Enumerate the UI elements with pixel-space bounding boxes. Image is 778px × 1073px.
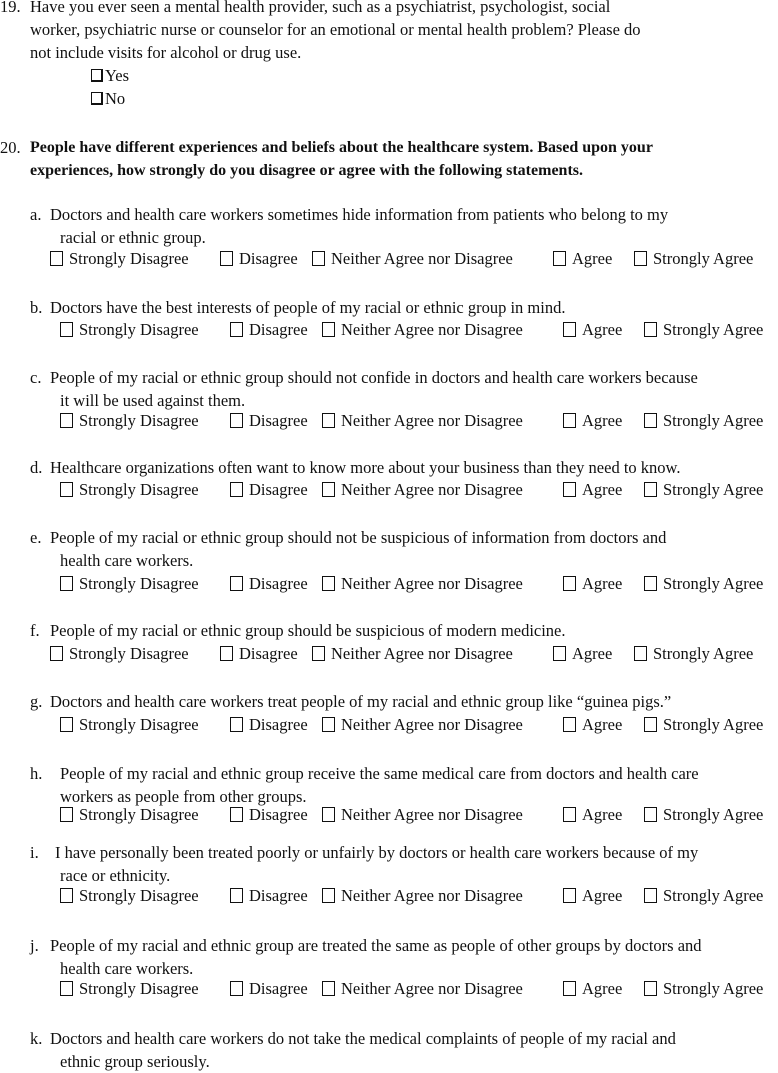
item-c-text-line-1: People of my racial or ethnic group should not confide in doctors and health care workers because [50,368,698,387]
checkbox-agree[interactable] [563,413,576,428]
item-e-option-agree[interactable] [563,573,622,595]
checkbox-neither[interactable] [322,717,335,732]
checkbox-strongly-disagree[interactable] [60,981,73,996]
checkbox-yes[interactable] [91,69,103,82]
option-label-strongly-disagree: Strongly Disagree [79,805,199,824]
checkbox-neither[interactable] [322,981,335,996]
checkbox-neither[interactable] [322,888,335,903]
checkbox-agree[interactable] [563,322,576,337]
checkbox-no[interactable] [91,92,103,105]
option-label-neither: Neither Agree nor Disagree [341,886,523,905]
option-label-strongly-agree: Strongly Agree [663,805,764,824]
item-k-text-line-1: Doctors and health care workers do not take the medical complaints of people of my racial and [50,1029,676,1048]
item-d-text-line-1: Healthcare organizations often want to know more about your business than they need to know. [50,458,681,477]
option-label-neither: Neither Agree nor Disagree [341,715,523,734]
q19-text-line-3: not include visits for alcohol or drug use. [30,43,302,62]
option-label-disagree: Disagree [249,574,308,593]
option-label-neither: Neither Agree nor Disagree [331,644,513,663]
checkbox-strongly-agree[interactable] [634,251,647,266]
item-g-text-line-1: Doctors and health care workers treat people of my racial and ethnic group like “guinea pigs.” [50,692,672,711]
item-e-option-disagree[interactable] [230,573,308,595]
checkbox-strongly-agree[interactable] [644,576,657,591]
option-label-neither: Neither Agree nor Disagree [341,574,523,593]
checkbox-strongly-agree[interactable] [644,807,657,822]
option-label-neither: Neither Agree nor Disagree [341,320,523,339]
item-f-option-strongly-disagree[interactable] [50,643,189,665]
option-label-agree: Agree [582,805,623,824]
item-h-option-agree[interactable] [563,804,622,826]
item-d-option-disagree[interactable] [230,479,308,501]
checkbox-agree[interactable] [553,646,566,661]
checkbox-neither[interactable] [312,646,325,661]
checkbox-strongly-agree[interactable] [644,482,657,497]
option-label-strongly-disagree: Strongly Disagree [79,320,199,339]
option-label-strongly-agree: Strongly Agree [663,480,764,499]
q20-number: 20. [0,138,21,157]
option-label-strongly-agree: Strongly Agree [663,574,764,593]
item-c-text-line-2: it will be used against them. [60,391,246,410]
item-g-option-strongly-agree[interactable] [644,714,763,736]
checkbox-agree[interactable] [563,888,576,903]
item-j-option-agree[interactable] [563,978,622,1000]
option-label-strongly-disagree: Strongly Disagree [79,886,199,905]
option-label-strongly-agree: Strongly Agree [663,979,764,998]
item-i-response-row [60,885,778,907]
item-b-option-neither[interactable] [322,319,523,341]
item-j-response-row [60,978,778,1000]
item-j-option-strongly-agree[interactable] [644,978,763,1000]
item-g-option-neither[interactable] [322,714,523,736]
q19-option-yes[interactable] [91,65,129,87]
item-b-option-agree[interactable] [563,319,622,341]
option-label-agree: Agree [582,411,623,430]
item-a-option-strongly-agree[interactable] [634,248,753,270]
checkbox-strongly-disagree[interactable] [60,807,73,822]
item-c-option-strongly-agree[interactable] [644,410,763,432]
item-f-option-agree[interactable] [553,643,612,665]
option-label-agree: Agree [572,249,613,268]
item-c-response-row [60,410,778,432]
item-e-option-strongly-agree[interactable] [644,573,763,595]
item-b-option-strongly-agree[interactable] [644,319,763,341]
item-h-letter: h. [30,764,43,783]
option-label-disagree: Disagree [249,411,308,430]
item-h-option-disagree[interactable] [230,804,308,826]
item-a-text-line-2: racial or ethnic group. [60,228,206,247]
item-i-option-disagree[interactable] [230,885,308,907]
item-c-option-strongly-disagree[interactable] [60,410,199,432]
item-c-letter: c. [30,368,42,387]
checkbox-neither[interactable] [322,482,335,497]
checkbox-neither[interactable] [312,251,325,266]
option-label-strongly-disagree: Strongly Disagree [69,249,189,268]
item-e-text-line-1: People of my racial or ethnic group should not be suspicious of information from doctors and [50,528,667,547]
checkbox-disagree[interactable] [230,888,243,903]
item-d-option-strongly-disagree[interactable] [60,479,199,501]
item-b-text-line-1: Doctors have the best interests of people of my racial or ethnic group in mind. [50,298,566,317]
q19-number: 19. [0,0,21,16]
item-j-option-disagree[interactable] [230,978,308,1000]
checkbox-strongly-disagree[interactable] [60,482,73,497]
option-label-strongly-agree: Strongly Agree [663,320,764,339]
option-label-disagree: Disagree [249,886,308,905]
option-label-agree: Agree [582,574,623,593]
item-e-letter: e. [30,528,42,547]
checkbox-strongly-disagree[interactable] [50,646,63,661]
checkbox-disagree[interactable] [220,646,233,661]
item-e-response-row [60,573,778,595]
option-label-strongly-agree: Strongly Agree [663,715,764,734]
item-i-text-line-2: race or ethnicity. [60,866,171,885]
option-label-strongly-agree: Strongly Agree [663,411,764,430]
option-label-disagree: Disagree [249,320,308,339]
item-a-option-disagree[interactable] [220,248,298,270]
item-k-text-line-2: ethnic group seriously. [60,1052,210,1071]
option-label-agree: Agree [572,644,613,663]
item-j-option-strongly-disagree[interactable] [60,978,199,1000]
option-label-strongly-agree: Strongly Agree [663,886,764,905]
item-g-option-disagree[interactable] [230,714,308,736]
option-label-neither: Neither Agree nor Disagree [331,249,513,268]
checkbox-agree[interactable] [563,717,576,732]
item-i-option-neither[interactable] [322,885,523,907]
item-h-text-line-1: People of my racial and ethnic group receive the same medical care from doctors and health care [60,764,699,783]
item-i-option-agree[interactable] [563,885,622,907]
item-f-text-line-1: People of my racial or ethnic group should be suspicious of modern medicine. [50,621,566,640]
item-h-response-row [60,804,778,826]
item-c-option-agree[interactable] [563,410,622,432]
option-label-disagree: Disagree [249,715,308,734]
item-g-letter: g. [30,692,43,711]
checkbox-strongly-agree[interactable] [644,888,657,903]
item-d-option-strongly-agree[interactable] [644,479,763,501]
checkbox-strongly-agree[interactable] [644,981,657,996]
option-label-strongly-disagree: Strongly Disagree [79,480,199,499]
checkbox-agree[interactable] [563,807,576,822]
checkbox-neither[interactable] [322,413,335,428]
item-i-text-line-1: I have personally been treated poorly or unfairly by doctors or health care workers because of my [55,843,699,862]
checkbox-strongly-disagree[interactable] [50,251,63,266]
item-a-letter: a. [30,205,42,224]
option-label-neither: Neither Agree nor Disagree [341,411,523,430]
checkbox-strongly-agree[interactable] [634,646,647,661]
option-label-agree: Agree [582,979,623,998]
item-f-option-disagree[interactable] [220,643,298,665]
item-d-option-neither[interactable] [322,479,523,501]
item-a-option-neither[interactable] [312,248,513,270]
item-g-option-agree[interactable] [563,714,622,736]
option-label-strongly-disagree: Strongly Disagree [79,715,199,734]
item-h-option-strongly-agree[interactable] [644,804,763,826]
item-a-option-strongly-disagree[interactable] [50,248,189,270]
item-g-option-strongly-disagree[interactable] [60,714,199,736]
item-b-option-strongly-disagree[interactable] [60,319,199,341]
item-i-option-strongly-agree[interactable] [644,885,763,907]
item-e-option-neither[interactable] [322,573,523,595]
option-label-strongly-disagree: Strongly Disagree [69,644,189,663]
checkbox-disagree[interactable] [230,482,243,497]
q19-text-line-2: worker, psychiatric nurse or counselor for an emotional or mental health problem? Please do [30,20,641,39]
option-label-strongly-agree: Strongly Agree [653,249,754,268]
item-a-text-line-1: Doctors and health care workers sometimes hide information from patients who belong to my [50,205,669,224]
q19-option-no-label: No [105,89,126,108]
item-i-option-strongly-disagree[interactable] [60,885,199,907]
item-e-option-strongly-disagree[interactable] [60,573,199,595]
option-label-strongly-disagree: Strongly Disagree [79,979,199,998]
checkbox-strongly-agree[interactable] [644,322,657,337]
item-f-response-row [50,643,770,665]
checkbox-strongly-disagree[interactable] [60,576,73,591]
checkbox-neither[interactable] [322,807,335,822]
checkbox-neither[interactable] [322,322,335,337]
checkbox-disagree[interactable] [230,717,243,732]
checkbox-disagree[interactable] [230,576,243,591]
option-label-disagree: Disagree [249,979,308,998]
item-i-letter: i. [30,843,39,862]
checkbox-strongly-disagree[interactable] [60,322,73,337]
item-b-response-row [60,319,778,341]
checkbox-strongly-disagree[interactable] [60,717,73,732]
item-e-text-line-2: health care workers. [60,551,194,570]
option-label-agree: Agree [582,886,623,905]
item-a-option-agree[interactable] [553,248,612,270]
checkbox-agree[interactable] [563,981,576,996]
option-label-agree: Agree [582,320,623,339]
q19-text-line-1: Have you ever seen a mental health provider, such as a psychiatrist, psychologist, social [30,0,611,16]
item-c-option-disagree[interactable] [230,410,308,432]
item-a-response-row [50,248,770,270]
q20-text-line-1: People have different experiences and beliefs about the healthcare system. Based upon your [30,139,653,156]
q19-option-yes-label: Yes [105,66,130,85]
item-d-response-row [60,479,778,501]
item-f-letter: f. [30,621,40,640]
option-label-agree: Agree [582,480,623,499]
item-j-text-line-1: People of my racial and ethnic group are treated the same as people of other groups by doctors and [50,936,702,955]
option-label-disagree: Disagree [249,805,308,824]
checkbox-disagree[interactable] [230,807,243,822]
item-f-option-strongly-agree[interactable] [634,643,753,665]
checkbox-disagree[interactable] [230,981,243,996]
checkbox-disagree[interactable] [230,413,243,428]
checkbox-disagree[interactable] [220,251,233,266]
item-h-option-strongly-disagree[interactable] [60,804,199,826]
option-label-disagree: Disagree [249,480,308,499]
checkbox-neither[interactable] [322,576,335,591]
item-f-option-neither[interactable] [312,643,513,665]
option-label-strongly-disagree: Strongly Disagree [79,574,199,593]
item-j-letter: j. [30,936,39,955]
checkbox-strongly-disagree[interactable] [60,888,73,903]
item-j-option-neither[interactable] [322,978,523,1000]
checkbox-disagree[interactable] [230,322,243,337]
q20-text-line-2: experiences, how strongly do you disagree or agree with the following statements. [30,162,583,179]
checkbox-agree[interactable] [563,576,576,591]
q19-option-no[interactable] [91,88,125,110]
item-k-letter: k. [30,1029,43,1048]
item-g-response-row [60,714,778,736]
checkbox-strongly-disagree[interactable] [60,413,73,428]
item-d-option-agree[interactable] [563,479,622,501]
checkbox-agree[interactable] [553,251,566,266]
option-label-disagree: Disagree [239,249,298,268]
checkbox-strongly-agree[interactable] [644,717,657,732]
option-label-agree: Agree [582,715,623,734]
item-b-letter: b. [30,298,43,317]
item-c-option-neither[interactable] [322,410,523,432]
checkbox-strongly-agree[interactable] [644,413,657,428]
option-label-strongly-disagree: Strongly Disagree [79,411,199,430]
option-label-strongly-agree: Strongly Agree [653,644,754,663]
item-h-text-line-2: workers as people from other groups. [60,787,307,806]
item-h-option-neither[interactable] [322,804,523,826]
item-j-text-line-2: health care workers. [60,959,194,978]
option-label-neither: Neither Agree nor Disagree [341,805,523,824]
item-b-option-disagree[interactable] [230,319,308,341]
option-label-disagree: Disagree [239,644,298,663]
option-label-neither: Neither Agree nor Disagree [341,480,523,499]
option-label-neither: Neither Agree nor Disagree [341,979,523,998]
item-d-letter: d. [30,458,43,477]
checkbox-agree[interactable] [563,482,576,497]
